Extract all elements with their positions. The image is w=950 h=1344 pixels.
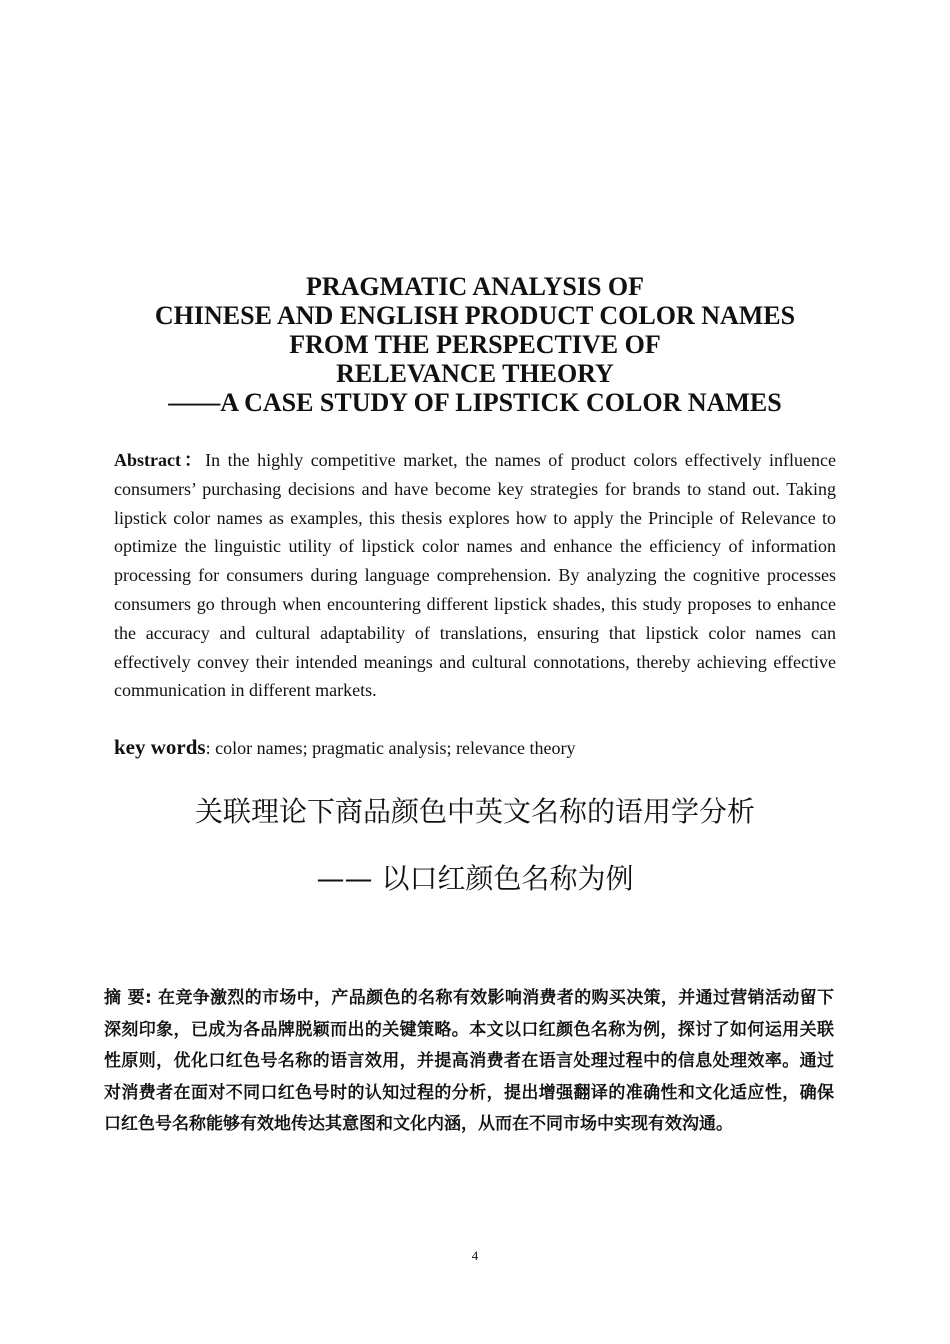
english-title [60, 272, 890, 417]
english-title-line-3: FROM THE PERSPECTIVE OF [289, 330, 661, 359]
english-keywords [114, 733, 836, 762]
chinese-abstract [104, 983, 834, 1141]
page-number: 4 [471, 1248, 479, 1263]
english-title-line-5: ——A CASE STUDY OF LIPSTICK COLOR NAMES [168, 388, 782, 417]
english-title-line-1: PRAGMATIC ANALYSIS OF [305, 272, 645, 301]
english-abstract [114, 446, 836, 705]
english-title-line-2: CHINESE AND ENGLISH PRODUCT COLOR NAMES [154, 301, 796, 330]
chinese-title-line-1: 关联理论下商品颜色中英文名称的语用学分析 [194, 795, 755, 828]
chinese-abstract-label: 摘 要: [104, 988, 152, 1008]
abstract-text: In the highly competitive market, the names of product colors effectively influence consumers’ purchasing decisions and have become key strategies for brands to stand out. Taking lipstick color names as examples, this thesis explores how to apply the Principle of Relevance to optimize the linguistic utility of lipstick color names and enhance the efficiency of information processing for consumers during language comprehension. By analyzing the cognitive processes consumers go through when encountering different lipstick shades, this study proposes to enhance the accuracy and cultural adaptability of translations, ensuring that lipstick color names can effectively convey their intended meanings and cultural connotations, thereby achieving effective communication in different markets. [114, 450, 837, 701]
keywords-text: : color names; pragmatic analysis; relevance theory [205, 738, 576, 758]
chinese-abstract-text: 在竞争激烈的市场中，产品颜色的名称有效影响消费者的购买决策，并通过营销活动留下深刻印象，已成为各品牌脱颖而出的关键策略。本文以口红颜色名称为例，探讨了如何运用关联性原则，优化口红色号名称的语言效用，并提高消费者在语言处理过程中的信息处理效率。通过对消费者在面对不同口红色号时的认知过程的分析，提出增强翻译的准确性和文化适应性，确保口红色号名称能够有效地传达其意图和文化内涵，从而在不同市场中实现有效沟通。 [104, 988, 835, 1134]
chinese-title-line-2: —— 以口红颜色名称为例 [316, 862, 634, 895]
english-title-line-4: RELEVANCE THEORY [336, 359, 614, 388]
abstract-label: Abstract： [114, 450, 206, 470]
keywords-label: key words [114, 735, 206, 759]
